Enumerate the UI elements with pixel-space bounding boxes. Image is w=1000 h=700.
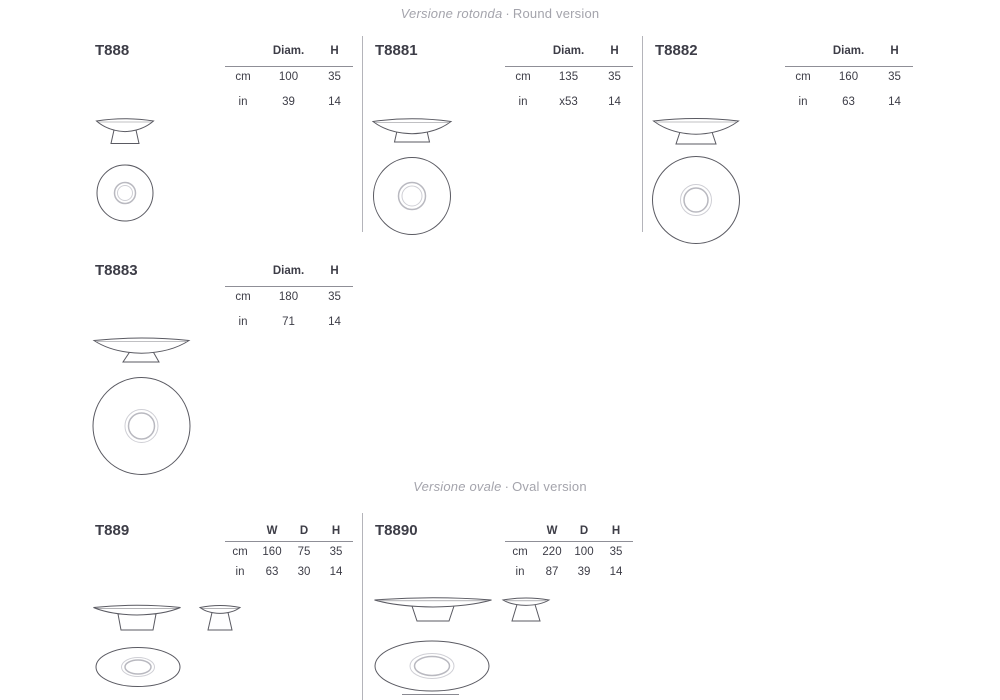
table-row-in xyxy=(225,566,353,578)
table-rule xyxy=(505,66,633,67)
col-header-diam: Diam. xyxy=(272,265,305,277)
value-h-in: 14 xyxy=(329,566,343,578)
column-divider xyxy=(642,36,643,232)
t8881-top-view-drawing xyxy=(374,158,451,235)
value-h-cm: 35 xyxy=(328,291,341,303)
value-d-in: 39 xyxy=(577,566,591,578)
unit-label: in xyxy=(238,96,248,108)
value-h-in: 14 xyxy=(608,96,621,108)
value-d-cm: 100 xyxy=(574,546,594,558)
table-row-in xyxy=(225,316,353,328)
unit-label: in xyxy=(518,96,528,108)
col-header-h: H xyxy=(331,525,341,537)
table-row-in xyxy=(225,96,353,108)
table-row-cm xyxy=(505,71,633,83)
value-diam-in: 71 xyxy=(282,316,295,328)
value-h-cm: 35 xyxy=(608,71,621,83)
model-name: T8883 xyxy=(95,262,138,279)
value-h-cm: 35 xyxy=(329,546,343,558)
value-diam-in: 63 xyxy=(842,96,855,108)
round-section-title xyxy=(0,6,1000,21)
value-w-in: 87 xyxy=(545,566,559,578)
t8890-front-view-drawing xyxy=(375,598,492,621)
value-h-in: 14 xyxy=(328,316,341,328)
table-rule xyxy=(505,541,633,542)
value-h-cm: 35 xyxy=(609,546,623,558)
col-header-d: D xyxy=(579,525,589,537)
title-separator: · xyxy=(504,479,510,494)
column-divider xyxy=(362,36,363,232)
t8890-top-view-drawing xyxy=(375,641,489,691)
table-rule xyxy=(225,66,353,67)
value-h-cm: 35 xyxy=(888,71,901,83)
model-name: T8881 xyxy=(375,42,418,59)
t889-front-view-drawing xyxy=(94,605,181,630)
unit-label: in xyxy=(235,566,245,578)
unit-label: cm xyxy=(512,546,528,558)
t8882-drawing xyxy=(650,112,742,246)
oval-title-italian: Versione ovale xyxy=(413,479,502,494)
t8881-drawing xyxy=(370,112,456,236)
t889-top-view-drawing xyxy=(96,648,180,687)
spec-table-header xyxy=(225,45,353,57)
unit-label: cm xyxy=(232,546,248,558)
value-diam-cm: 160 xyxy=(838,71,859,83)
oval-section-title xyxy=(0,479,1000,494)
col-header-h: H xyxy=(611,525,621,537)
t8883-top-view-drawing xyxy=(93,378,190,475)
value-w-in: 63 xyxy=(265,566,279,578)
col-header-h: H xyxy=(610,45,619,57)
unit-label: cm xyxy=(515,71,531,83)
t8881-side-view-drawing xyxy=(373,119,451,142)
col-header-d: D xyxy=(299,525,309,537)
model-name: T889 xyxy=(95,522,130,539)
t8890-drawing xyxy=(368,590,568,698)
t8883-side-view-drawing xyxy=(94,338,189,362)
unit-label: in xyxy=(515,566,525,578)
table-row-cm xyxy=(225,71,353,83)
value-diam-cm: 180 xyxy=(278,291,299,303)
value-diam-in: x53 xyxy=(559,96,578,108)
t888-top-view-drawing xyxy=(97,165,153,221)
t888-drawing xyxy=(90,112,162,224)
value-h-cm: 35 xyxy=(328,71,341,83)
col-header-h: H xyxy=(330,265,339,277)
t888-side-view-drawing xyxy=(97,119,154,144)
t8883-drawing xyxy=(88,332,196,478)
model-name: T8882 xyxy=(655,42,698,59)
model-name: T888 xyxy=(95,42,130,59)
table-row-cm xyxy=(225,291,353,303)
value-diam-cm: 135 xyxy=(558,71,579,83)
table-row-in xyxy=(505,566,633,578)
col-header-diam: Diam. xyxy=(272,45,305,57)
col-header-diam: Diam. xyxy=(552,45,585,57)
t889-side-view-drawing xyxy=(200,606,240,631)
col-header-w: W xyxy=(546,525,558,537)
spec-table-header xyxy=(225,525,353,537)
round-title-english: Round version xyxy=(512,6,600,21)
spec-table-header xyxy=(505,525,633,537)
value-diam-cm: 100 xyxy=(278,71,299,83)
t8890-side-view-drawing xyxy=(503,598,549,621)
value-d-in: 30 xyxy=(297,566,311,578)
col-header-diam: Diam. xyxy=(832,45,865,57)
unit-label: cm xyxy=(235,291,251,303)
value-h-in: 14 xyxy=(609,566,623,578)
title-separator: · xyxy=(505,6,510,21)
value-diam-in: 39 xyxy=(282,96,295,108)
unit-label: cm xyxy=(795,71,811,83)
table-rule xyxy=(225,541,353,542)
t889-drawing xyxy=(90,598,250,698)
table-row-cm xyxy=(225,546,353,558)
value-w-cm: 160 xyxy=(262,546,282,558)
unit-label: cm xyxy=(235,71,251,83)
table-row-in xyxy=(785,96,913,108)
t8882-side-view-drawing xyxy=(654,119,739,145)
cropped-drawing-line xyxy=(402,694,459,695)
spec-table-header xyxy=(225,265,353,277)
value-d-cm: 75 xyxy=(297,546,311,558)
model-name: T8890 xyxy=(375,522,418,539)
col-header-h: H xyxy=(890,45,899,57)
spec-table-header xyxy=(505,45,633,57)
value-h-in: 14 xyxy=(888,96,901,108)
col-header-w: W xyxy=(266,525,278,537)
unit-label: in xyxy=(238,316,248,328)
spec-table-header xyxy=(785,45,913,57)
table-rule xyxy=(785,66,913,67)
value-h-in: 14 xyxy=(328,96,341,108)
round-title-italian: Versione rotonda xyxy=(400,6,503,21)
oval-title-english: Oval version xyxy=(512,479,587,494)
column-divider xyxy=(362,513,363,700)
table-row-cm xyxy=(505,546,633,558)
table-row-in xyxy=(505,96,633,108)
table-row-cm xyxy=(785,71,913,83)
table-rule xyxy=(225,286,353,287)
col-header-h: H xyxy=(330,45,339,57)
unit-label: in xyxy=(798,96,808,108)
value-w-cm: 220 xyxy=(542,546,562,558)
t8882-top-view-drawing xyxy=(653,157,740,244)
